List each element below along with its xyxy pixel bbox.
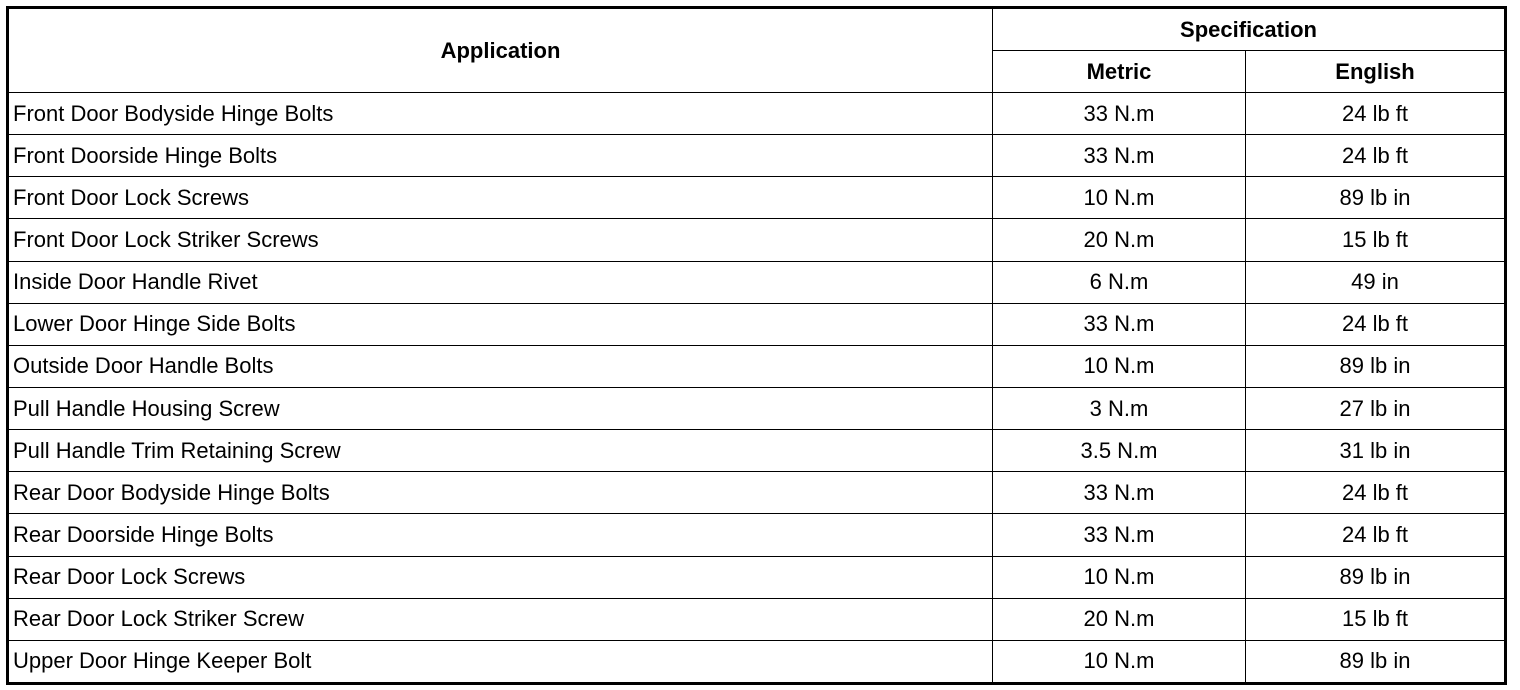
english-cell: 15 lb ft xyxy=(1246,598,1506,640)
application-cell: Pull Handle Trim Retaining Screw xyxy=(8,430,993,472)
application-cell: Upper Door Hinge Keeper Bolt xyxy=(8,640,993,683)
english-cell: 31 lb in xyxy=(1246,430,1506,472)
metric-cell: 3.5 N.m xyxy=(993,430,1246,472)
english-cell: 89 lb in xyxy=(1246,640,1506,683)
table-row xyxy=(8,135,1506,177)
application-cell: Front Door Bodyside Hinge Bolts xyxy=(8,93,993,135)
application-cell: Rear Door Lock Screws xyxy=(8,556,993,598)
metric-cell: 10 N.m xyxy=(993,640,1246,683)
english-cell: 89 lb in xyxy=(1246,177,1506,219)
metric-cell: 33 N.m xyxy=(993,303,1246,345)
application-cell: Front Door Lock Striker Screws xyxy=(8,219,993,261)
application-cell: Front Doorside Hinge Bolts xyxy=(8,135,993,177)
application-cell: Front Door Lock Screws xyxy=(8,177,993,219)
application-cell: Pull Handle Housing Screw xyxy=(8,387,993,429)
metric-cell: 10 N.m xyxy=(993,556,1246,598)
application-cell: Outside Door Handle Bolts xyxy=(8,345,993,387)
table-row xyxy=(8,93,1506,135)
english-cell: 24 lb ft xyxy=(1246,93,1506,135)
application-cell: Inside Door Handle Rivet xyxy=(8,261,993,303)
english-cell: 89 lb in xyxy=(1246,345,1506,387)
metric-header: Metric xyxy=(993,51,1246,93)
metric-cell: 33 N.m xyxy=(993,135,1246,177)
english-cell: 24 lb ft xyxy=(1246,135,1506,177)
english-cell: 15 lb ft xyxy=(1246,219,1506,261)
fastener-spec-table xyxy=(6,6,1507,685)
application-cell: Rear Doorside Hinge Bolts xyxy=(8,514,993,556)
metric-cell: 10 N.m xyxy=(993,345,1246,387)
table-row xyxy=(8,472,1506,514)
table-row xyxy=(8,514,1506,556)
english-cell: 49 in xyxy=(1246,261,1506,303)
metric-cell: 20 N.m xyxy=(993,598,1246,640)
application-cell: Lower Door Hinge Side Bolts xyxy=(8,303,993,345)
application-cell: Rear Door Bodyside Hinge Bolts xyxy=(8,472,993,514)
header-row-top xyxy=(8,8,1506,51)
application-header: Application xyxy=(8,8,993,93)
metric-cell: 10 N.m xyxy=(993,177,1246,219)
english-cell: 24 lb ft xyxy=(1246,303,1506,345)
table-row xyxy=(8,345,1506,387)
english-cell: 27 lb in xyxy=(1246,387,1506,429)
table-row xyxy=(8,430,1506,472)
table-row xyxy=(8,303,1506,345)
table-row xyxy=(8,387,1506,429)
table-row xyxy=(8,556,1506,598)
metric-cell: 33 N.m xyxy=(993,93,1246,135)
english-cell: 89 lb in xyxy=(1246,556,1506,598)
metric-cell: 20 N.m xyxy=(993,219,1246,261)
application-cell: Rear Door Lock Striker Screw xyxy=(8,598,993,640)
metric-cell: 6 N.m xyxy=(993,261,1246,303)
specification-header: Specification xyxy=(993,8,1506,51)
metric-cell: 33 N.m xyxy=(993,514,1246,556)
table-row xyxy=(8,177,1506,219)
metric-cell: 3 N.m xyxy=(993,387,1246,429)
table-row xyxy=(8,219,1506,261)
table-row xyxy=(8,261,1506,303)
table-row xyxy=(8,598,1506,640)
english-header: English xyxy=(1246,51,1506,93)
table-row xyxy=(8,640,1506,683)
english-cell: 24 lb ft xyxy=(1246,514,1506,556)
english-cell: 24 lb ft xyxy=(1246,472,1506,514)
metric-cell: 33 N.m xyxy=(993,472,1246,514)
